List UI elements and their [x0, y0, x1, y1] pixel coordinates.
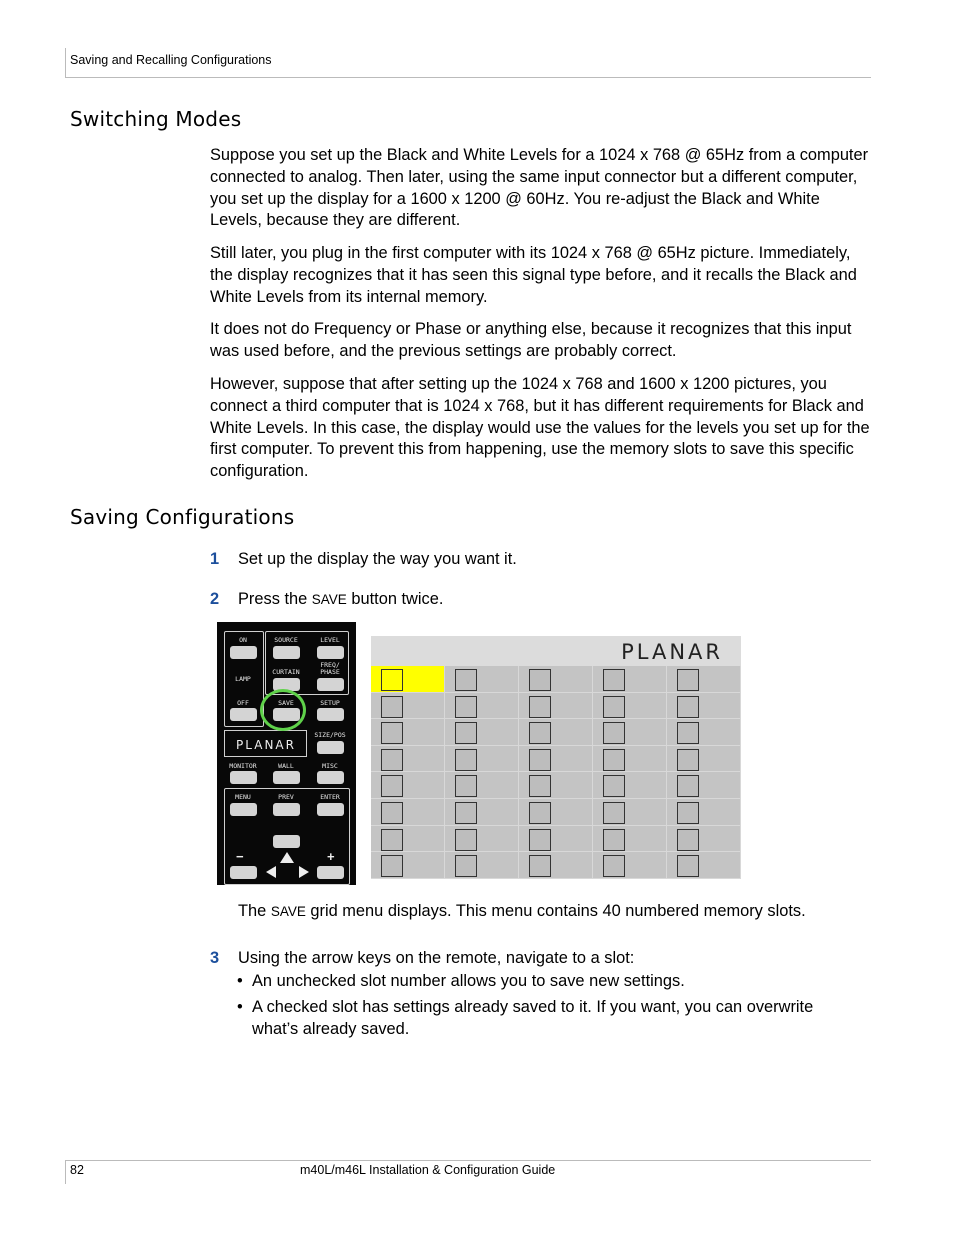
memory-slot	[593, 693, 667, 720]
remote-label-misc: MISC	[322, 762, 338, 770]
step-text	[238, 590, 443, 609]
memory-slot	[667, 799, 741, 826]
remote-wall-button	[273, 771, 300, 784]
memory-slot	[667, 852, 741, 879]
header-rule-vertical	[65, 48, 66, 78]
bullet-text: A checked slot has settings already saved to it. If you want, you can overwrite what’s already saved.	[252, 998, 814, 1038]
remote-up-button	[273, 835, 300, 848]
memory-slot	[519, 799, 593, 826]
slot-checkbox	[677, 775, 699, 797]
slot-checkbox	[677, 696, 699, 718]
remote-label-off: OFF	[237, 699, 249, 707]
remote-enter-button	[317, 803, 344, 816]
arrow-right-icon	[299, 866, 309, 878]
slot-checkbox	[603, 855, 625, 877]
memory-slot	[519, 746, 593, 773]
memory-slot	[593, 852, 667, 879]
step-text-post: button twice.	[346, 590, 444, 608]
remote-label-save: SAVE	[278, 699, 294, 707]
memory-slot	[519, 693, 593, 720]
memory-slot	[445, 746, 519, 773]
memory-slot	[445, 719, 519, 746]
slot-checkbox	[381, 855, 403, 877]
remote-label-menu: MENU	[235, 793, 251, 801]
slot-checkbox	[381, 775, 403, 797]
step-text: Using the arrow keys on the remote, navigate to a slot:	[238, 949, 635, 967]
save-menu-header	[371, 636, 741, 666]
slot-checkbox	[381, 829, 403, 851]
remote-misc-button	[317, 771, 344, 784]
slot-checkbox	[529, 696, 551, 718]
memory-slot	[371, 693, 445, 720]
remote-label-source: SOURCE	[274, 636, 298, 644]
section-heading-switching-modes: Switching Modes	[70, 107, 242, 131]
caption-save-key: SAVE	[270, 904, 306, 919]
memory-slot	[667, 772, 741, 799]
remote-brand-logo: PLANAR	[236, 738, 296, 752]
memory-slot	[519, 852, 593, 879]
slot-checkbox	[603, 829, 625, 851]
remote-label-enter: ENTER	[320, 793, 340, 801]
memory-slot	[593, 719, 667, 746]
remote-prev-button	[273, 803, 300, 816]
remote-label-on: ON	[239, 636, 247, 644]
memory-slot	[593, 772, 667, 799]
slot-checkbox	[529, 749, 551, 771]
footer-rule	[65, 1160, 871, 1161]
slot-checkbox	[603, 775, 625, 797]
remote-setup-button	[317, 708, 344, 721]
remote-label-size-pos: SIZE/POS	[314, 731, 346, 739]
memory-slot	[667, 666, 741, 693]
memory-slot	[371, 719, 445, 746]
remote-on-button	[230, 646, 257, 659]
memory-slot	[593, 799, 667, 826]
step-number: 3	[210, 949, 220, 967]
remote-brand-panel	[224, 730, 307, 757]
memory-slot	[667, 693, 741, 720]
remote-menu-button	[230, 803, 257, 816]
memory-slot	[667, 719, 741, 746]
bullet-dot: •	[237, 998, 243, 1016]
figure-caption	[238, 902, 806, 921]
footer-doc-title: m40L/m46L Installation & Configuration Guide	[300, 1163, 556, 1177]
slot-checkbox	[455, 749, 477, 771]
remote-source-button	[273, 646, 300, 659]
arrow-left-icon	[266, 866, 276, 878]
remote-label-wall: WALL	[278, 762, 294, 770]
slot-checkbox	[455, 855, 477, 877]
header-rule	[65, 77, 871, 78]
slot-checkbox	[455, 722, 477, 744]
step-text: Set up the display the way you want it.	[238, 550, 517, 568]
slot-checkbox	[455, 829, 477, 851]
remote-label-freq: FREQ/	[320, 661, 340, 669]
slot-checkbox	[455, 669, 477, 691]
footer-rule-vertical	[65, 1160, 66, 1184]
arrow-up-icon	[280, 852, 294, 863]
memory-slot	[519, 826, 593, 853]
slot-checkbox	[677, 749, 699, 771]
page-number: 82	[70, 1163, 84, 1177]
save-button-highlight-circle	[260, 689, 306, 731]
slot-checkbox	[603, 749, 625, 771]
remote-minus-button	[230, 866, 257, 879]
bullet-text: An unchecked slot number allows you to save new settings.	[252, 972, 685, 990]
paragraph-1: Suppose you set up the Black and White Levels for a 1024 x 768 @ 65Hz from a computer connected to analog. Then later, using the same input connector but a different computer, you set up the display for a 1600 x 1200 @ 60Hz. You re-adjust the Black and White Levels, because they are different.	[210, 146, 869, 230]
slot-checkbox	[603, 722, 625, 744]
remote-plus-button	[317, 866, 344, 879]
memory-slot	[371, 799, 445, 826]
step-number: 2	[210, 590, 220, 608]
save-grid-menu	[371, 636, 741, 879]
remote-minus-label: −	[236, 849, 244, 864]
memory-slot	[445, 852, 519, 879]
paragraph-4: However, suppose that after setting up the 1024 x 768 and 1600 x 1200 pictures, you connect a third computer that is 1024 x 768, but it has different requirements for Black and White Levels. In this case, the display would use the values for the levels you set up for the first computer. To prevent this from happening, use the memory slots to save this specific configuration.	[210, 375, 870, 481]
memory-slot	[593, 746, 667, 773]
slot-checkbox	[677, 722, 699, 744]
slot-checkbox	[381, 722, 403, 744]
save-key-label: SAVE	[311, 592, 347, 607]
remote-off-button	[230, 708, 257, 721]
slot-checkbox	[381, 749, 403, 771]
memory-slot	[445, 799, 519, 826]
memory-slot	[371, 826, 445, 853]
memory-slot	[371, 772, 445, 799]
slot-checkbox	[381, 696, 403, 718]
slot-checkbox	[529, 722, 551, 744]
slot-checkbox	[381, 669, 403, 691]
section-heading-saving-configurations: Saving Configurations	[70, 505, 295, 529]
memory-slot	[445, 693, 519, 720]
remote-level-button	[317, 646, 344, 659]
slot-checkbox	[529, 669, 551, 691]
memory-slot	[445, 772, 519, 799]
slot-checkbox	[603, 696, 625, 718]
memory-slot	[519, 772, 593, 799]
remote-label-level: LEVEL	[320, 636, 340, 644]
memory-slot	[371, 852, 445, 879]
memory-slot	[519, 719, 593, 746]
paragraph-3: It does not do Frequency or Phase or anything else, because it recognizes that this input was used before, and the previous settings are probably correct.	[210, 320, 852, 360]
remote-label-prev: PREV	[278, 793, 294, 801]
slot-checkbox	[381, 802, 403, 824]
bullet-dot: •	[237, 972, 243, 990]
slot-checkbox	[529, 775, 551, 797]
remote-label-curtain: CURTAIN	[272, 668, 300, 676]
paragraph-2: Still later, you plug in the first computer with its 1024 x 768 @ 65Hz picture. Immediately, the display recognizes that it has seen this signal type before, and it recalls the Black and White Levels from its internal memory.	[210, 244, 857, 306]
memory-slot	[593, 666, 667, 693]
remote-label-setup: SETUP	[320, 699, 340, 707]
memory-slot	[667, 746, 741, 773]
memory-slot	[371, 746, 445, 773]
slot-checkbox	[529, 829, 551, 851]
slot-checkbox	[529, 855, 551, 877]
remote-monitor-button	[230, 771, 257, 784]
memory-slot	[371, 666, 445, 693]
remote-label-lamp: LAMP	[235, 675, 251, 683]
slot-checkbox	[677, 669, 699, 691]
slot-checkbox	[677, 855, 699, 877]
slot-checkbox	[529, 802, 551, 824]
step-number: 1	[210, 550, 220, 568]
caption-pre: The	[238, 902, 271, 920]
caption-post: grid menu displays. This menu contains 40 numbered memory slots.	[305, 902, 806, 920]
slot-checkbox	[455, 696, 477, 718]
slot-checkbox	[603, 802, 625, 824]
running-title: Saving and Recalling Configurations	[70, 53, 272, 67]
remote-label-phase: PHASE	[320, 668, 340, 676]
memory-slot	[667, 826, 741, 853]
memory-slot	[445, 826, 519, 853]
memory-slot	[519, 666, 593, 693]
remote-label-monitor: MONITOR	[229, 762, 257, 770]
slot-checkbox	[455, 802, 477, 824]
remote-size-pos-button	[317, 741, 344, 754]
slot-checkbox	[455, 775, 477, 797]
memory-slot	[445, 666, 519, 693]
slot-checkbox	[677, 802, 699, 824]
save-menu-brand-logo: PLANAR	[621, 640, 723, 664]
slot-checkbox	[603, 669, 625, 691]
slot-checkbox	[677, 829, 699, 851]
remote-plus-label: +	[327, 849, 335, 864]
memory-slot	[593, 826, 667, 853]
step-text-pre: Press the	[238, 590, 312, 608]
remote-freq-phase-button	[317, 678, 344, 691]
